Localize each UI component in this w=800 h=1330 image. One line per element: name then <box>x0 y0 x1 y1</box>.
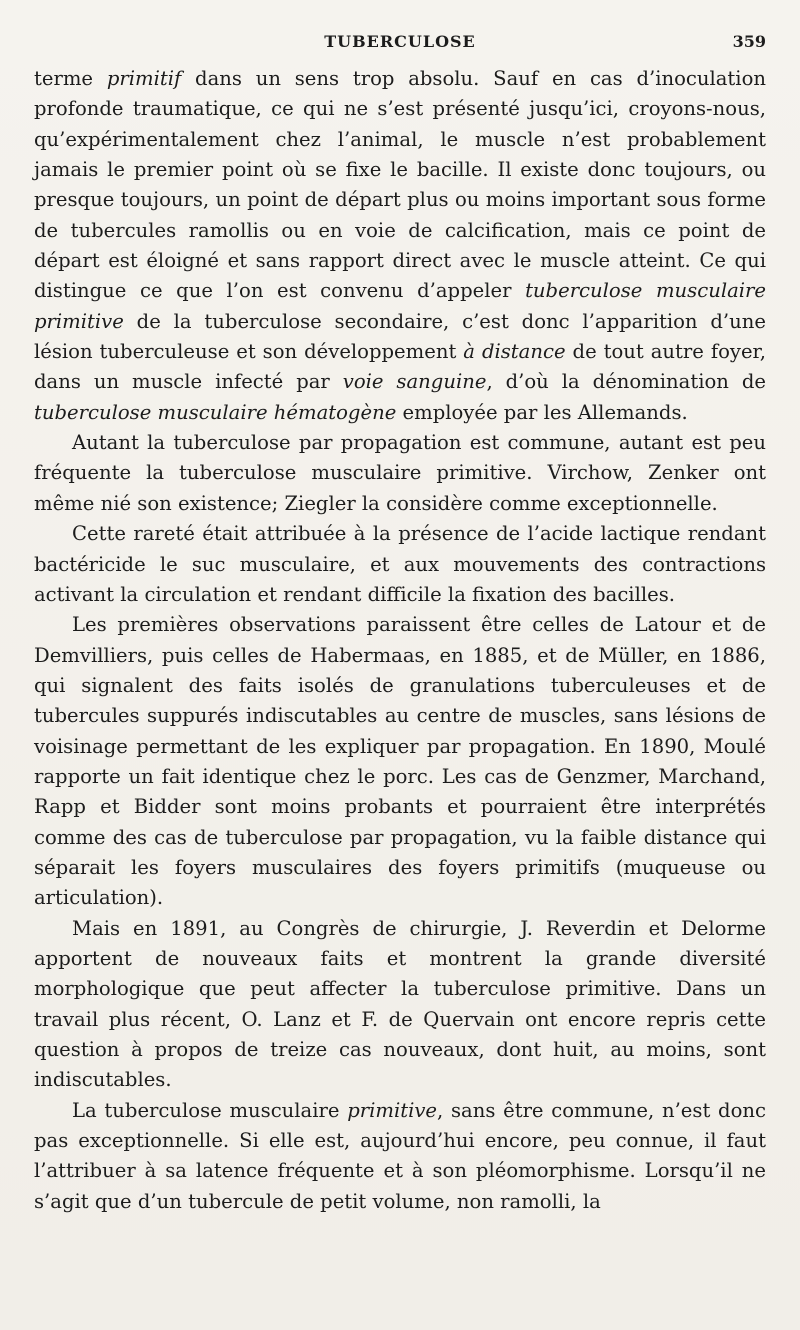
body-text <box>34 64 766 1217</box>
paragraph-2 <box>34 428 766 519</box>
text-segment: de la tuberculose secondaire, c’est donc l’apparition d’une lésion tuberculeuse et son développement <box>34 309 766 364</box>
page-number: 359 <box>732 32 766 51</box>
text-segment: de tout autre foyer, dans un muscle infecté par <box>34 340 766 394</box>
paragraph-4 <box>34 610 766 913</box>
italic-text-segment: à distance <box>463 340 566 364</box>
running-title: TUBERCULOSE <box>324 32 476 51</box>
text-segment: La tuberculose musculaire <box>72 1098 348 1122</box>
text-segment: dans un sens trop absolu. Sauf en cas d’inoculation profonde traumatique, ce qui ne s’est présenté jusqu’ici, croyons-nous, qu’expérimentalement chez l’animal, le muscle n’est probablement jamais le premier point où se fixe le bacille. Il existe donc toujours, ou presque toujours, un point de départ plus ou moins important sous forme de tubercules ramollis ou en voie de calcification, mais ce point de départ est éloigné et sans rapport direct avec le muscle atteint. Ce qui distingue ce que l’on est convenu d’appeler <box>34 67 766 303</box>
text-segment: Mais en 1891, au Congrès de chirurgie, J. Reverdin et Delorme apportent de nouveaux faits et montrent la grande diversité morphologique que peut affecter la tuberculose primitive. Dans un travail plus récent, O. Lanz et F. de Quervain ont encore repris cette question à propos de treize cas nouveaux, dont huit, au moins, sont indiscutables. <box>34 916 766 1092</box>
italic-text-segment: tuberculose musculaire hématogène <box>34 400 397 424</box>
text-segment: Cette rareté était attribuée à la présence de l’acide lactique rendant bactéricide le suc musculaire, et aux mouvements des contractions activant la circulation et rendant difficile la fixation des bacilles. <box>34 522 766 606</box>
italic-text-segment: primitive <box>347 1098 438 1122</box>
text-segment: Les premières observations paraissent être celles de Latour et de Demvilliers, puis celles de Habermaas, en 1885, et de Müller, en 1886, qui signalent des faits isolés de granulations tuberculeuses et de tubercules suppurés indiscutables au centre de muscles, sans lésions de voisinage permettant de les expliquer par propagation. En 1890, Moulé rapporte un fait identique chez le porc. Les cas de Genzmer, Marchand, Rapp et Bidder sont moins probants et pourraient être interprétés comme des cas de tuberculose par propagation, vu la faible distance qui séparait les foyers musculaires des foyers primitifs (muqueuse ou articulation). <box>34 613 766 910</box>
paragraph-6 <box>34 1096 766 1217</box>
italic-text-segment: voie sanguine <box>342 370 487 394</box>
italic-text-segment: tuberculose musculaire primitive <box>34 279 766 333</box>
italic-text-segment: primitif <box>106 67 182 90</box>
text-segment: , d’où la dénomination de <box>486 370 766 394</box>
text-segment: terme <box>34 67 107 90</box>
text-segment: , sans être commune, n’est donc pas exceptionnelle. Si elle est, aujourd’hui encore, peu connue, il faut l’attribuer à sa latence fréquente et à son pléomorphisme. Lorsqu’il ne s’agit que d’un tubercule de petit volume, non ramolli, la <box>34 1098 766 1213</box>
paragraph-3 <box>34 519 766 610</box>
paragraph-5 <box>34 914 766 1096</box>
paragraph-1 <box>34 64 766 428</box>
running-head <box>34 30 766 58</box>
text-segment: employée par les Allemands. <box>396 400 688 424</box>
text-segment: Autant la tuberculose par propagation est commune, autant est peu fréquente la tuberculose musculaire primitive. Virchow, Zenker ont même nié son existence; Ziegler la considère comme exceptionnelle. <box>34 431 766 515</box>
